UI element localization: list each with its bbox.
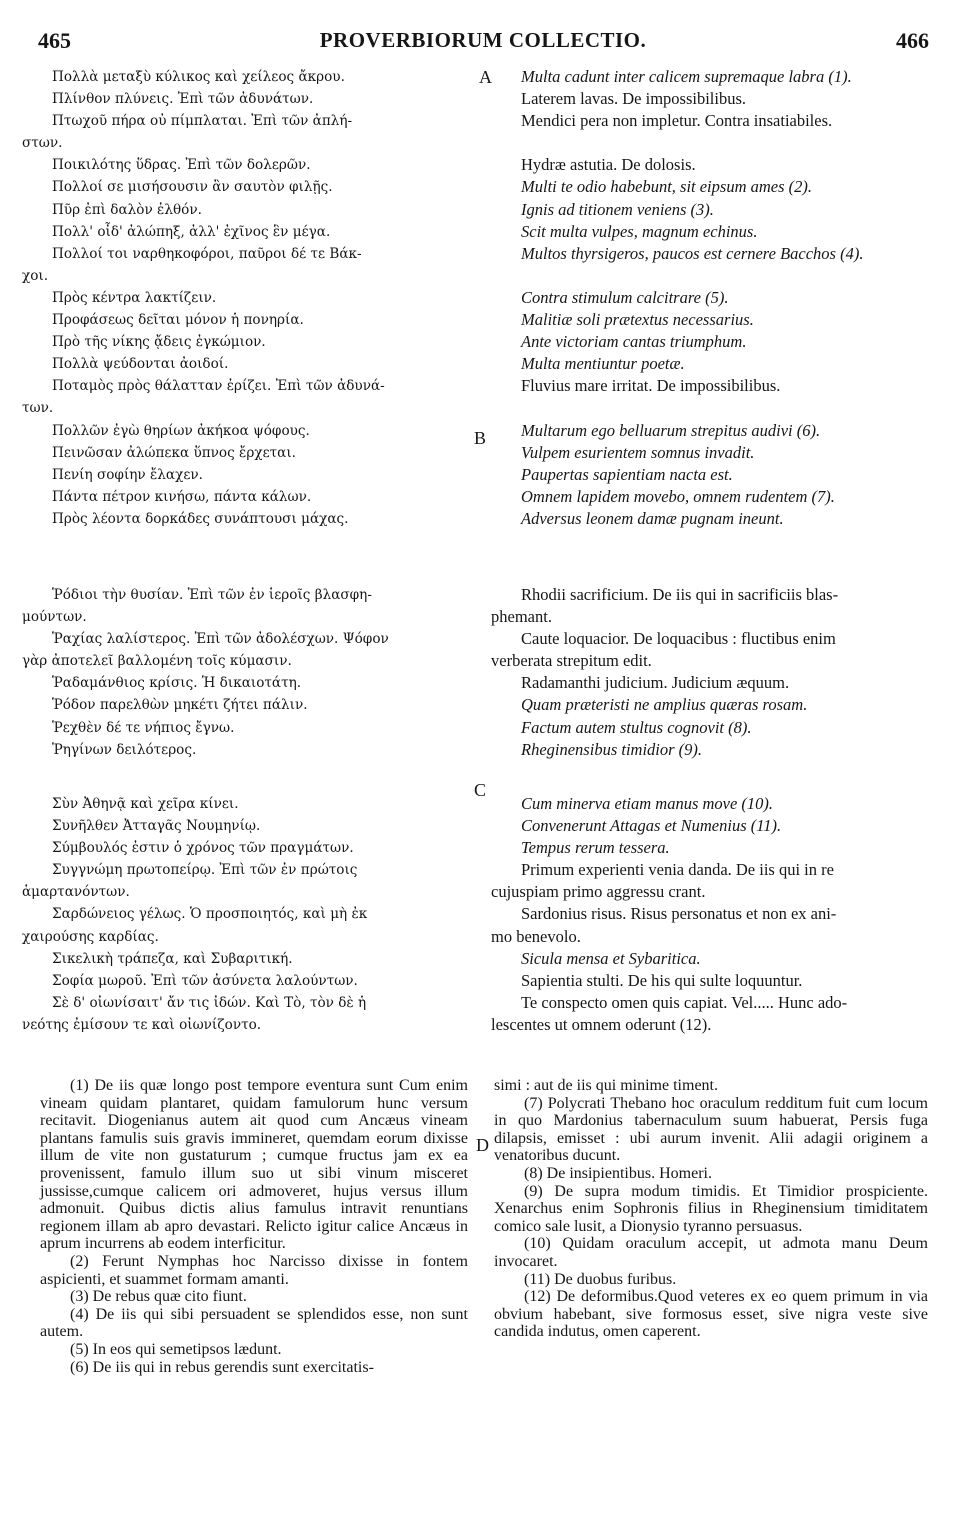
greek-line: Πολλὰ μεταξὺ κύλικος καὶ χείλεος ἄκρου. <box>52 69 345 85</box>
footnote: (5) In eos qui semetipsos lædunt. <box>70 1340 282 1358</box>
greek-column-a <box>22 66 477 530</box>
greek-line: Ῥαδαμάνθιος κρίσις. Ἡ δικαιοτάτη. <box>52 675 302 692</box>
latin-line: mo benevolo. <box>491 926 581 946</box>
greek-line: Πρὸς κέντρα λακτίζειν. <box>52 289 217 306</box>
latin-column-a <box>491 66 931 530</box>
latin-line: cujuspiam primo aggressu crant. <box>491 882 706 902</box>
greek-line: Πολλοί σε μισήσουσιν ἂν σαυτὸν φιλῇς. <box>52 179 333 196</box>
latin-line: Multi te odio habebunt, sit eipsum ames (2). <box>521 177 813 197</box>
greek-line: Ποταμὸς πρὸς θάλατταν ἐρίζει. Ἐπὶ τῶν ἀδυνά- <box>52 378 385 395</box>
latin-column-s <box>491 793 931 1036</box>
latin-line: Mendici pera non impletur. Contra insatiabiles. <box>521 111 833 131</box>
latin-line: verberata strepitum edit. <box>491 651 652 671</box>
footnote: (9) De supra modum timidis. Et Timidior prospiciente. Xenarchus enim Sophronis filius in Rheginensium timiditatem comico sale lusit, a Dionysio tyranno persuasus. <box>494 1182 928 1235</box>
greek-line: Πλίνθον πλύνεις. Ἐπὶ τῶν ἀδυνάτων. <box>52 91 314 108</box>
latin-line: Fluvius mare irritat. De impossibilibus. <box>521 376 781 396</box>
latin-line: Multa cadunt inter calicem supremaque labra (1). <box>521 67 852 86</box>
greek-line: Πάντα πέτρον κινήσω, πάντα κάλων. <box>52 488 312 505</box>
greek-line: Σικελικὴ τράπεζα, καὶ Συβαριτική. <box>52 950 293 967</box>
greek-line: μούντων. <box>22 609 87 626</box>
latin-line: lescentes ut omnem oderunt (12). <box>491 1014 712 1034</box>
footnote: simi : aut de iis qui minime timent. <box>494 1077 718 1094</box>
footnote: (10) Quidam oraculum accepit, ut admota manu Deum invocaret. <box>494 1235 928 1270</box>
greek-line: Πῦρ ἐπὶ δαλὸν ἐλθόν. <box>52 201 202 218</box>
latin-line: Multos thyrsigeros, paucos est cernere Bacchos (4). <box>521 243 864 263</box>
latin-line: Sapientia stulti. De his qui sulte loquuntur. <box>521 970 803 990</box>
latin-line: Adversus leonem damæ pugnam ineunt. <box>521 508 784 528</box>
footnote: (7) Polycrati Thebano hoc oraculum redditum fuit cum locum in quo Mardonius tabernaculum suum habuerat, Persis fuga dilapsis, emisset : ubi aurum invenit. Alii adagii originem a venatoribus ducunt. <box>494 1094 928 1165</box>
section-marker-d: D <box>476 1135 489 1155</box>
latin-line: Primum experienti venia danda. De iis qui in re <box>521 860 834 880</box>
greek-line: Ῥόδον παρελθὼν μηκέτι ζήτει πάλιν. <box>52 697 308 714</box>
section-marker-b: B <box>474 428 487 448</box>
footnote: (12) De deformibus.Quod veteres ex eo quem primum in via obvium habebant, sive formosus esset, sive nigra veste sive candida indutus, omen caperent. <box>494 1288 928 1341</box>
footnotes-right <box>494 1077 928 1341</box>
greek-line: των. <box>22 400 54 417</box>
greek-line: Πρὸς λέοντα δορκάδες συνάπτουσι μάχας. <box>52 510 349 527</box>
latin-line: Scit multa vulpes, magnum echinus. <box>521 221 758 241</box>
greek-line: Πολλοί τοι ναρθηκοφόροι, παῦροι δέ τε Βάκ- <box>52 245 362 262</box>
footnotes-left <box>40 1077 468 1376</box>
greek-line: χοι. <box>22 267 49 284</box>
spacer <box>491 397 931 419</box>
latin-line: Multa mentiuntur poetæ. <box>521 354 685 374</box>
footnote: (3) De rebus quæ cito fiunt. <box>70 1288 247 1306</box>
greek-line: Ῥηγίνων δειλότερος. <box>52 741 197 758</box>
latin-line: Hydræ astutia. De dolosis. <box>521 155 696 175</box>
latin-line: Sicula mensa et Sybaritica. <box>521 948 701 968</box>
greek-line: Πολλ' οἶδ' ἀλώπηξ, ἀλλ' ἐχῖνος ἓν μέγα. <box>52 223 331 240</box>
latin-line: Vulpem esurientem somnus invadit. <box>521 442 755 462</box>
spacer <box>491 265 931 287</box>
greek-line: νεότης ἐμίσουν τε καὶ οἰωνίζοντο. <box>22 1016 262 1033</box>
greek-line: Συνῆλθεν Ἀτταγᾶς Νουμηνίῳ. <box>52 818 261 835</box>
latin-line: Quam præteristi ne amplius quæras rosam. <box>521 695 808 715</box>
latin-line: Tempus rerum tessera. <box>521 838 670 858</box>
latin-line: Te conspecto omen quis capiat. Vel..... Hunc ado- <box>521 992 848 1012</box>
greek-column-s <box>22 793 477 1036</box>
greek-line: ἁμαρτανόντων. <box>22 884 130 901</box>
latin-line: Omnem lapidem movebo, omnem rudentem (7). <box>521 486 835 506</box>
latin-line: Multarum ego belluarum strepitus audivi (6). <box>521 420 821 440</box>
greek-line: Πεινῶσαν ἀλώπεκα ὕπνος ἔρχεται. <box>52 444 296 461</box>
page-header <box>0 28 966 62</box>
greek-line: Σὺν Ἀθηνᾷ καὶ χεῖρα κίνει. <box>52 796 239 812</box>
latin-line: Radamanthi judicium. Judicium æquum. <box>521 673 790 693</box>
latin-line: Cum minerva etiam manus move (10). <box>521 794 774 813</box>
greek-line: χαιρούσης καρδίας. <box>22 928 159 945</box>
greek-line: γὰρ ἀποτελεῖ βαλλομένη τοῖς κύμασιν. <box>22 653 292 670</box>
greek-line: Πενίη σοφίην ἔλαχεν. <box>52 466 203 483</box>
latin-line: Paupertas sapientiam nacta est. <box>521 464 733 484</box>
section-marker-a: A <box>479 67 492 87</box>
latin-line: phemant. <box>491 607 552 627</box>
section-marker-c: C <box>474 780 487 800</box>
latin-line: Rheginensibus timidior (9). <box>521 739 703 759</box>
greek-column-r <box>22 584 477 761</box>
greek-line: Σοφία μωροῦ. Ἐπὶ τῶν ἀσύνετα λαλούντων. <box>52 972 358 989</box>
greek-line: Σαρδώνειος γέλως. Ὁ προσποιητός, καὶ μὴ ἐκ <box>52 906 368 923</box>
footnote: (2) Ferunt Nymphas hoc Narcisso dixisse in fontem aspicienti, et suammet formam amanti. <box>40 1252 468 1288</box>
greek-line: Σὲ δ' οἰωνίσαιτ' ἄν τις ἰδών. Καὶ Τὸ, τὸν δὲ ἡ <box>52 994 367 1011</box>
latin-line: Contra stimulum calcitrare (5). <box>521 287 729 307</box>
footnote: (6) De iis qui in rebus gerendis sunt exercitatis- <box>70 1358 374 1376</box>
greek-line: Συγγνώμη πρωτοπείρῳ. Ἐπὶ τῶν ἐν πρώτοις <box>52 862 358 879</box>
footnote: (8) De insipientibus. Homeri. <box>524 1164 712 1182</box>
greek-line: Ῥεχθὲν δέ τε νήπιος ἔγνω. <box>52 719 235 736</box>
latin-line: Caute loquacior. De loquacibus : fluctibus enim <box>521 629 836 649</box>
spacer <box>491 132 931 154</box>
greek-line: Πτωχοῦ πήρα οὐ πίμπλαται. Ἐπὶ τῶν ἀπλή- <box>52 113 353 130</box>
greek-line: Ῥόδιοι τὴν θυσίαν. Ἐπὶ τῶν ἐν ἱεροῖς βλασφη- <box>52 587 372 603</box>
footnote: (4) De iis qui sibi persuadent se splendidos esse, non sunt autem. <box>40 1305 468 1341</box>
latin-line: Malitiæ soli prætextus necessarius. <box>521 310 754 330</box>
latin-line: Laterem lavas. De impossibilibus. <box>521 89 746 109</box>
greek-line: Πολλὰ ψεύδονται ἀοιδοί. <box>52 356 229 373</box>
greek-line: Ποικιλότης ὕδρας. Ἐπὶ τῶν δολερῶν. <box>52 157 311 174</box>
latin-line: Ante victoriam cantas triumphum. <box>521 332 747 352</box>
greek-line: Ῥαχίας λαλίστερος. Ἐπὶ τῶν ἀδολέσχων. Ψόφον <box>52 631 389 648</box>
greek-line: Προφάσεως δεῖται μόνον ἡ πονηρία. <box>52 312 304 329</box>
page-number-left: 465 <box>38 28 71 53</box>
page-number-right: 466 <box>896 28 929 53</box>
footnote: (1) De iis quæ longo post tempore eventura sunt Cum enim vineam quidam plantaret, quidam famulorum hunc versum recitavit. Diogenianus autem ait quod cum Ancæus vineam plantans famulis suis gravis immineret, quemdam eorum dixisse illum de vite non gustaturum ; cumque fructus jam ex ea provenissent, famulo illum suo ut sibi vinum misceret jussisse,cumque calicem ori admoveret, hujus versus illum admonuit. Quibus dictis alius famulus intravit renuntians regionem illam ab apro devastari. Relicto igitur calice Ancæus in aprum incurrens ab eodem interficitur. <box>40 1077 468 1253</box>
latin-line: Rhodii sacrificium. De iis qui in sacrificiis blas- <box>521 585 839 604</box>
latin-line: Sardonius risus. Risus personatus et non ex ani- <box>521 904 837 924</box>
latin-line: Convenerunt Attagas et Numenius (11). <box>521 816 782 836</box>
latin-column-r <box>491 584 931 761</box>
latin-line: Ignis ad titionem veniens (3). <box>521 199 714 219</box>
greek-line: στων. <box>22 135 63 152</box>
greek-line: Πρὸ τῆς νίκης ᾄδεις ἐγκώμιον. <box>52 334 266 351</box>
running-title: PROVERBIORUM COLLECTIO. <box>319 28 647 52</box>
latin-line: Factum autem stultus cognovit (8). <box>521 717 752 737</box>
greek-line: Πολλῶν ἐγὼ θηρίων ἀκήκοα ψόφους. <box>52 422 310 439</box>
greek-line: Σύμβουλός ἐστιν ὁ χρόνος τῶν πραγμάτων. <box>52 840 354 857</box>
footnote: (11) De duobus furibus. <box>524 1270 677 1288</box>
